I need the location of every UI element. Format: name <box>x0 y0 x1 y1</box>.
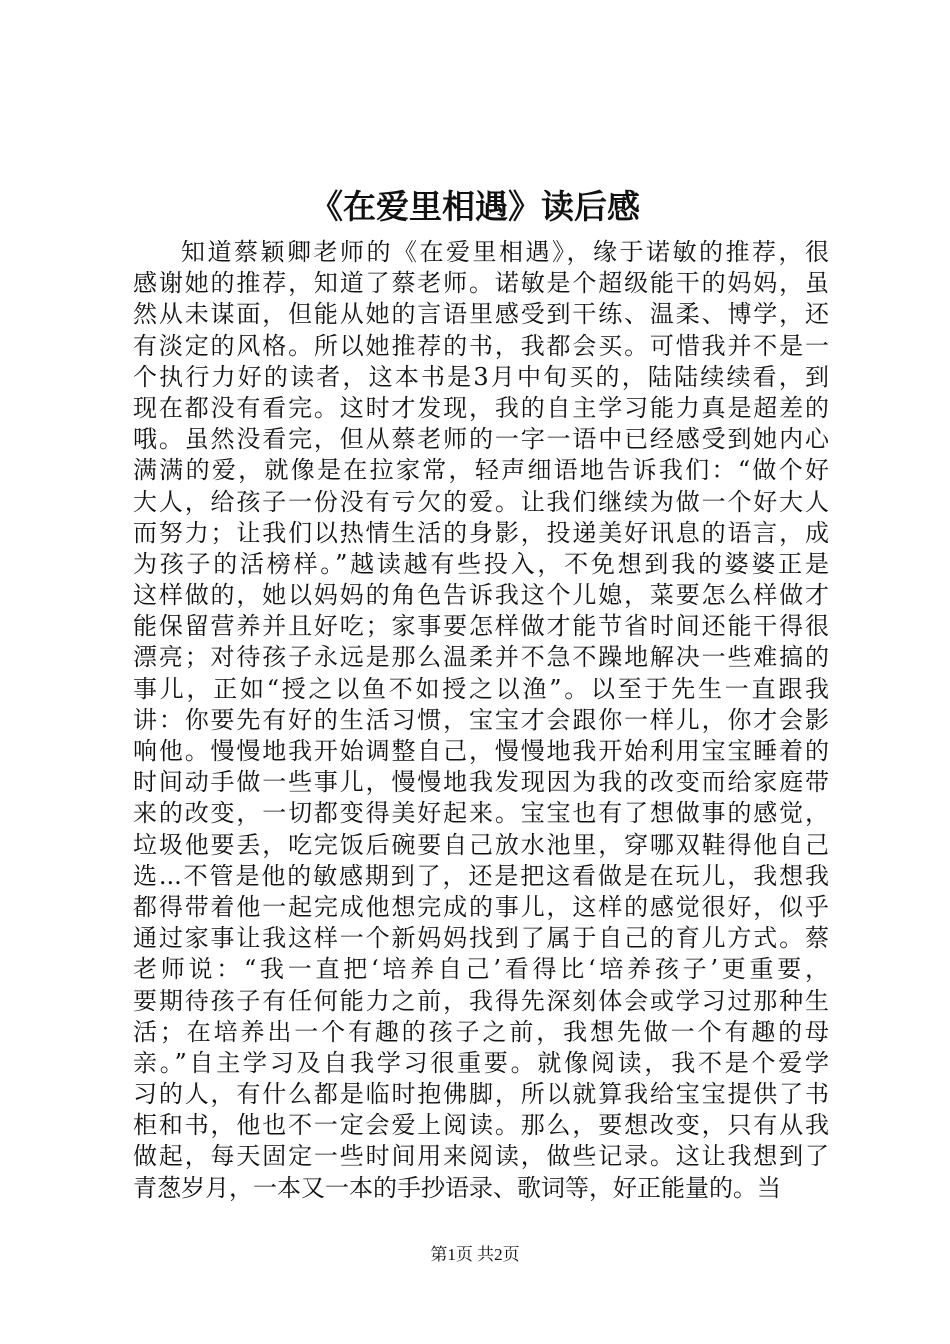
paragraph-line: 为孩子的活榜样。”越读越有些投入，不免想到我的婆婆正是 <box>133 549 829 578</box>
paragraph-line: 这样做的，她以妈妈的角色告诉我这个儿媳，菜要怎么样做才 <box>133 581 829 610</box>
paragraph-line: 大人，给孩子一份没有亏欠的爱。让我们继续为做一个好大人 <box>133 487 829 516</box>
paragraph-line: 然从未谋面，但能从她的言语里感受到干练、温柔、博学，还 <box>133 300 829 329</box>
paragraph-line: 感谢她的推荐，知道了蔡老师。诺敏是个超级能干的妈妈，虽 <box>133 269 829 298</box>
paragraph-line: 哦。虽然没看完，但从蔡老师的一字一语中已经感受到她内心 <box>133 425 829 454</box>
paragraph-line: 而努力；让我们以热情生活的身影，投递美好讯息的语言，成 <box>133 518 829 547</box>
paragraph-line: 事儿，正如“授之以鱼不如授之以渔”。以至于先生一直跟我 <box>133 674 829 703</box>
paragraph-line: 通过家事让我这样一个新妈妈找到了属于自己的育儿方式。蔡 <box>133 924 829 953</box>
paragraph-line: 要期待孩子有任何能力之前，我得先深刻体会或学习过那种生 <box>133 986 829 1015</box>
paragraph-line: 满满的爱，就像是在拉家常，轻声细语地告诉我们：“做个好 <box>133 456 829 485</box>
paragraph-line: 漂亮；对待孩子永远是那么温柔并不急不躁地解决一些难搞的 <box>133 643 829 672</box>
paragraph-line: 现在都没有看完。这时才发现，我的自主学习能力真是超差的 <box>133 393 829 422</box>
paragraph-line: 青葱岁月，一本又一本的手抄语录、歌词等，好正能量的。当 <box>133 1173 781 1202</box>
paragraph-line: 讲：你要先有好的生活习惯，宝宝才会跟你一样儿，你才会影 <box>133 705 829 734</box>
paragraph-line: 响他。慢慢地我开始调整自己，慢慢地我开始利用宝宝睡着的 <box>133 737 829 765</box>
paragraph-line: 亲。”自主学习及自我学习很重要。就像阅读，我不是个爱学 <box>133 1048 829 1077</box>
paragraph-line: 知道蔡颖卿老师的《在爱里相遇》，缘于诺敏的推荐，很 <box>181 238 829 266</box>
paragraph-line: 都得带着他一起完成他想完成的事儿，这样的感觉很好，似乎 <box>133 892 829 921</box>
paragraph-line: 柜和书，他也不一定会爱上阅读。那么，要想改变，只有从我 <box>133 1111 829 1140</box>
paragraph-line: 做起，每天固定一些时间用来阅读，做些记录。这让我想到了 <box>133 1142 829 1171</box>
paragraph-line: 垃圾他要丢，吃完饭后碗要自己放水池里，穿哪双鞋得他自己 <box>133 830 829 859</box>
paragraph-line: 时间动手做一些事儿，慢慢地我发现因为我的改变而给家庭带 <box>133 768 829 797</box>
paragraph-line: 老师说：“我一直把‘培养自己’看得比‘培养孩子’更重要， <box>133 955 829 984</box>
paragraph-line: 活；在培养出一个有趣的孩子之前，我想先做一个有趣的母 <box>133 1017 829 1046</box>
paragraph-line: 习的人，有什么都是临时抱佛脚，所以就算我给宝宝提供了书 <box>133 1080 829 1109</box>
page-footer: 第1页 共2页 <box>430 1245 520 1264</box>
document-body <box>133 237 829 1204</box>
paragraph-line: 选...不管是他的敏感期到了，还是把这看做是在玩儿，我想我 <box>133 861 829 890</box>
paragraph-line: 来的改变，一切都变得美好起来。宝宝也有了想做事的感觉， <box>133 799 829 828</box>
paragraph-line: 个执行力好的读者，这本书是3月中旬买的，陆陆续续看，到 <box>133 362 829 391</box>
paragraph-line: 有淡定的风格。所以她推荐的书，我都会买。可惜我并不是一 <box>133 331 829 360</box>
paragraph-line: 能保留营养并且好吃；家事要怎样做才能节省时间还能干得很 <box>133 612 829 641</box>
document-title: 《在爱里相遇》读后感 <box>310 187 640 226</box>
